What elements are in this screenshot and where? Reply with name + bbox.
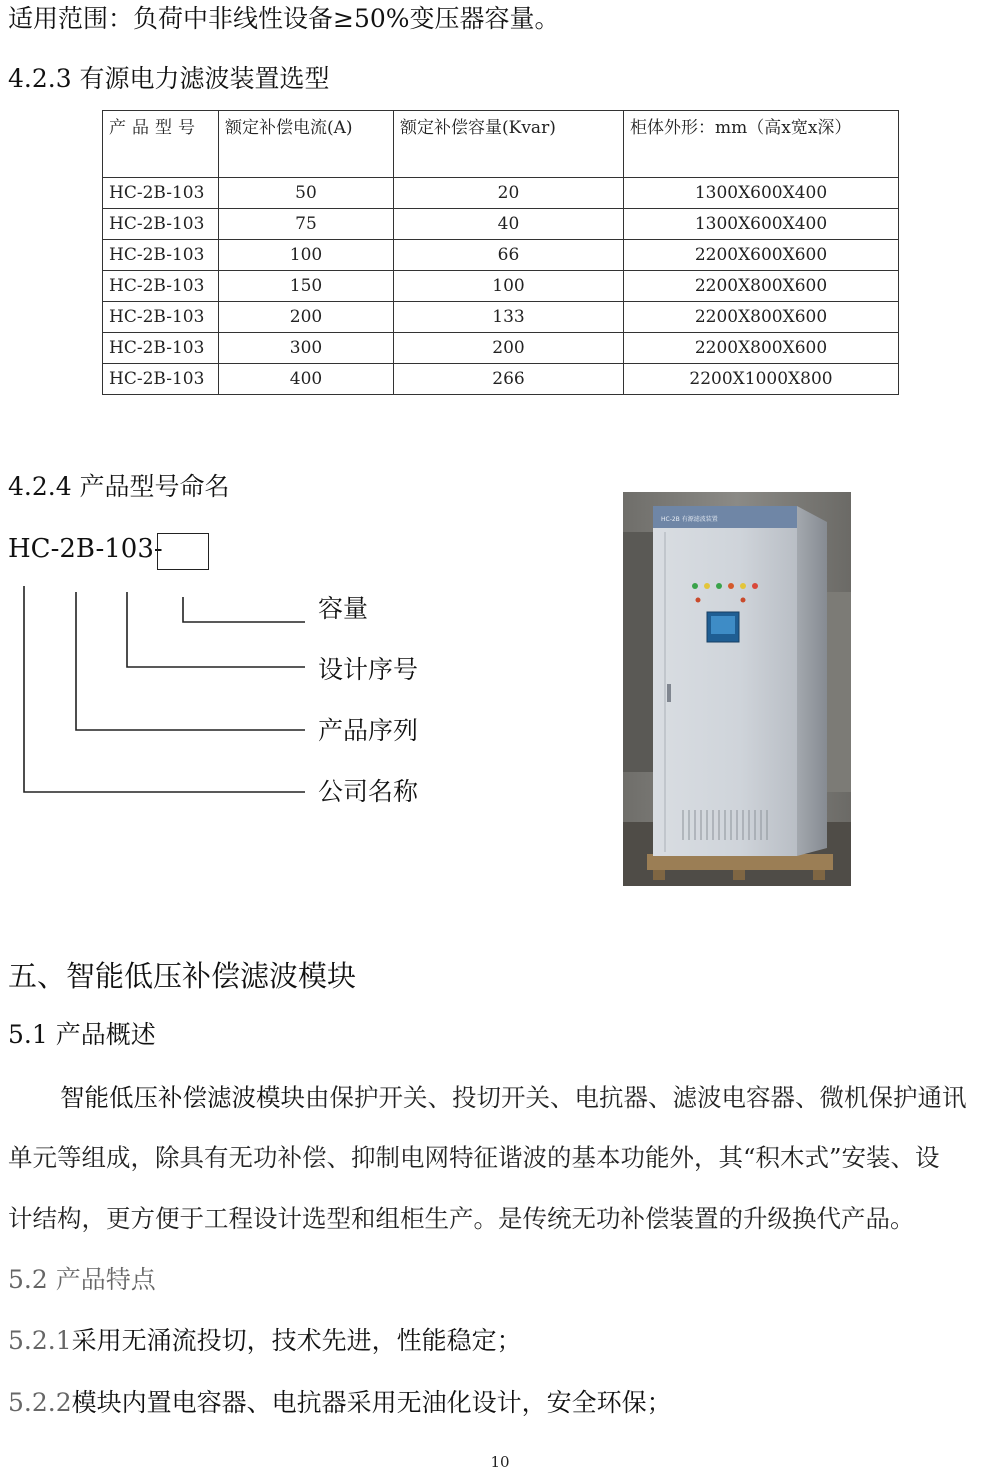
cell-model: HC-2B-103: [103, 209, 219, 240]
cell-current: 100: [219, 240, 394, 271]
cell-model: HC-2B-103: [103, 240, 219, 271]
cell-dimensions: 2200X800X600: [624, 302, 899, 333]
cell-capacity: 66: [394, 240, 624, 271]
feature-number: 5.2.2: [8, 1388, 72, 1417]
cell-capacity: 100: [394, 271, 624, 302]
paragraph-line-1-rest: 由保护开关、投切开关、电抗器、滤波电容器、微机保护通讯: [305, 1083, 967, 1112]
cell-dimensions: 2200X600X600: [624, 240, 899, 271]
cell-model: HC-2B-103: [103, 302, 219, 333]
section-4-2-4-heading: 4.2.4 产品型号命名: [8, 472, 230, 501]
feature-number: 5.2.1: [8, 1326, 72, 1355]
table-header-row: [103, 111, 899, 178]
col-header-capacity: 额定补偿容量(Kvar): [394, 111, 624, 178]
bracket-line-company: [24, 586, 305, 792]
cell-capacity: 40: [394, 209, 624, 240]
cell-capacity: 20: [394, 178, 624, 209]
cell-model: HC-2B-103: [103, 333, 219, 364]
table-row: [103, 364, 899, 395]
table-row: [103, 178, 899, 209]
cell-capacity: 133: [394, 302, 624, 333]
col-header-model: 产品型号: [103, 111, 219, 178]
section-5-1-heading: 5.1 产品概述: [8, 1020, 156, 1049]
bracket-line-design-no: [127, 592, 305, 667]
label-company-name: 公司名称: [318, 777, 419, 806]
feature-item: [8, 1388, 672, 1418]
section-5-2-heading: 5.2 产品特点: [8, 1265, 156, 1294]
table-row: [103, 209, 899, 240]
cell-current: 400: [219, 364, 394, 395]
cell-model: HC-2B-103: [103, 178, 219, 209]
paragraph-line-3: 计结构，更方便于工程设计选型和组柜生产。是传统无功补偿装置的升级换代产品。: [8, 1204, 915, 1233]
cell-dimensions: 2200X800X600: [624, 333, 899, 364]
cell-dimensions: 2200X800X600: [624, 271, 899, 302]
page-number: 10: [490, 1453, 510, 1471]
cell-dimensions: 2200X1000X800: [624, 364, 899, 395]
cell-current: 50: [219, 178, 394, 209]
table-row: [103, 333, 899, 364]
cell-dimensions: 1300X600X400: [624, 178, 899, 209]
feature-text: 模块内置电容器、电抗器采用无油化设计，安全环保；: [71, 1388, 672, 1417]
label-design-number: 设计序号: [318, 655, 419, 684]
spec-table: [102, 110, 899, 395]
naming-bracket-diagram: [0, 560, 320, 800]
col-header-dimensions: 柜体外形：mm（高x宽x深）: [624, 111, 899, 178]
scope-line: 适用范围：负荷中非线性设备≥50%变压器容量。: [8, 4, 560, 33]
cell-current: 150: [219, 271, 394, 302]
feature-item: [8, 1326, 522, 1356]
col-header-current: 额定补偿电流(A): [219, 111, 394, 178]
cell-dimensions: 1300X600X400: [624, 209, 899, 240]
chapter-5-title: 五、智能低压补偿滤波模块: [8, 959, 357, 993]
label-capacity: 容量: [318, 594, 369, 623]
paragraph-line-2: 单元等组成，除具有无功补偿、抑制电网特征谐波的基本功能外，其“积木式”安装、设: [8, 1143, 940, 1172]
cell-capacity: 266: [394, 364, 624, 395]
cell-model: HC-2B-103: [103, 364, 219, 395]
table-row: [103, 271, 899, 302]
feature-text: 采用无涌流投切，技术先进，性能稳定；: [71, 1326, 522, 1355]
cabinet-panel-title: HC-2B 有源滤波装置: [661, 516, 718, 523]
bracket-line-series: [76, 592, 305, 730]
cabinet-photo: [623, 492, 851, 886]
table-row: [103, 240, 899, 271]
cell-current: 200: [219, 302, 394, 333]
label-product-series: 产品序列: [318, 716, 419, 745]
model-code: HC-2B-103-: [8, 534, 163, 564]
cell-capacity: 200: [394, 333, 624, 364]
bracket-line-capacity: [183, 597, 305, 622]
paragraph-lead-term: 智能低压补偿滤波模块: [60, 1083, 305, 1112]
cell-current: 300: [219, 333, 394, 364]
cell-current: 75: [219, 209, 394, 240]
table-row: [103, 302, 899, 333]
paragraph-line-1: [60, 1083, 967, 1113]
section-4-2-3-heading: 4.2.3 有源电力滤波装置选型: [8, 64, 330, 93]
cell-model: HC-2B-103: [103, 271, 219, 302]
